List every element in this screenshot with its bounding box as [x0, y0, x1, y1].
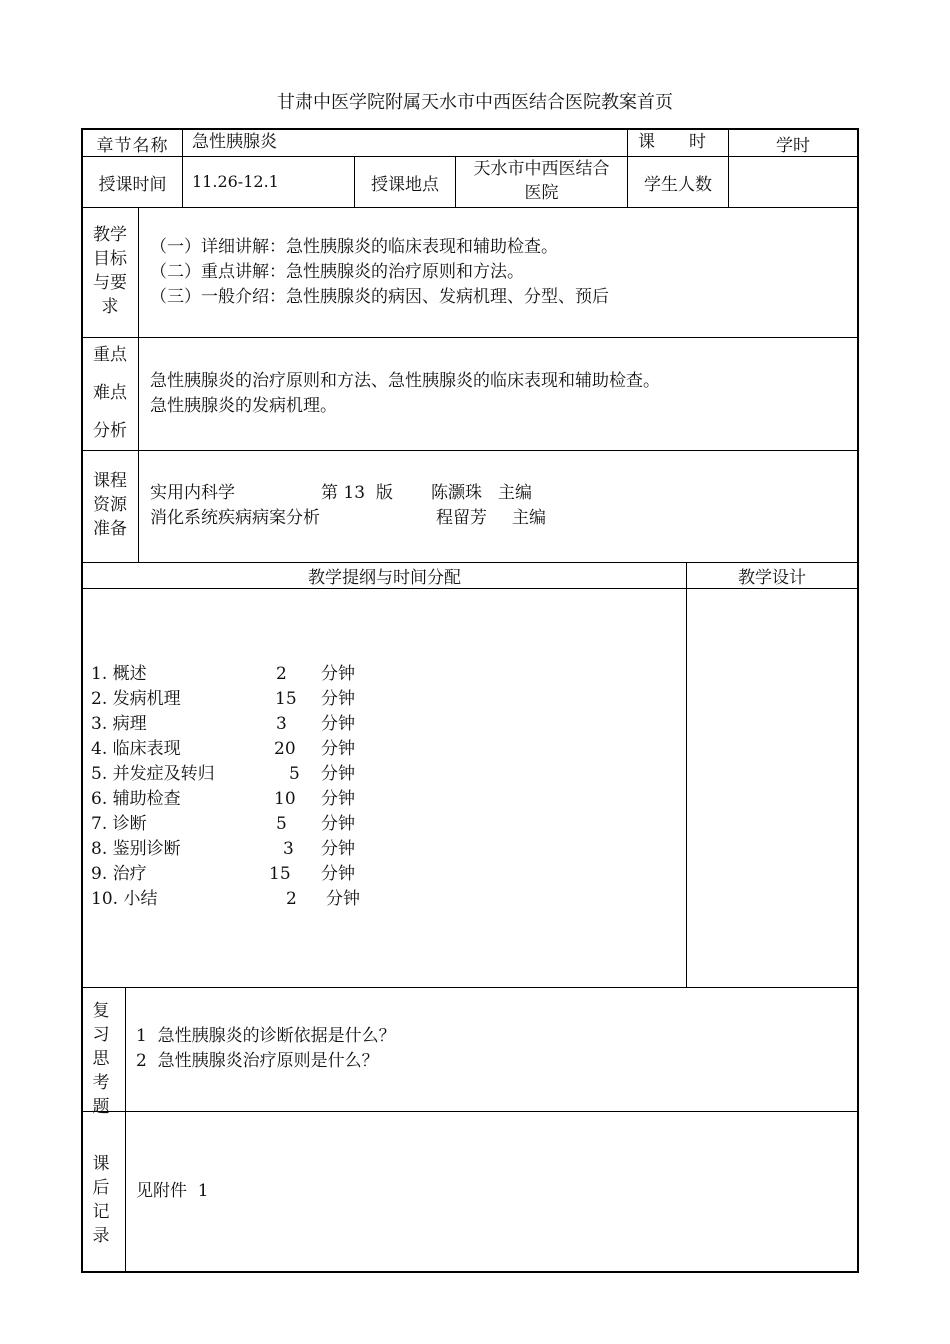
- resource-book: 实用内科学: [150, 483, 235, 503]
- outline-item-unit: 分钟: [326, 889, 360, 909]
- hours-value: 学时: [776, 135, 810, 156]
- resource-author: 程留芳: [436, 508, 487, 528]
- place-value: 天水市中西医结合 医院: [473, 159, 610, 203]
- list-item: （二）重点讲解：急性胰腺炎的治疗原则和方法。: [150, 262, 524, 282]
- page-title: 甘肃中医学院附属天水市中西医结合医院教案首页: [277, 92, 673, 113]
- hours-label: 课 时: [638, 132, 706, 152]
- outline-item-unit: 分钟: [321, 739, 355, 759]
- outline-item-unit: 分钟: [321, 789, 355, 809]
- key-points-label-2: 难点: [93, 383, 127, 403]
- outline-item-unit: 分钟: [321, 814, 355, 834]
- outline-item-name: 5. 并发症及转归: [91, 764, 215, 784]
- outline-item-name: 9. 治疗: [91, 864, 147, 884]
- list-item: （一）详细讲解：急性胰腺炎的临床表现和辅助检查。: [150, 237, 558, 257]
- outline-item-minutes: 2: [286, 889, 297, 909]
- list-item: 1 急性胰腺炎的诊断依据是什么？: [136, 1026, 396, 1046]
- outline-item-unit: 分钟: [321, 714, 355, 734]
- chapter-label: 章节名称: [96, 135, 169, 156]
- outline-item-minutes: 2: [276, 664, 287, 684]
- outline-item-unit: 分钟: [321, 664, 355, 684]
- resource-book: 消化系统疾病病案分析: [150, 508, 320, 528]
- review-label: 复习思考题: [92, 1001, 110, 1117]
- after-class-label: 课后记录: [92, 1154, 110, 1246]
- list-item: 急性胰腺炎的治疗原则和方法、急性胰腺炎的临床表现和辅助检查。: [150, 371, 660, 391]
- key-points-label-3: 分析: [93, 421, 127, 441]
- outline-item-name: 10. 小结: [91, 889, 158, 909]
- students-value: [729, 157, 857, 207]
- after-class-value: 见附件 1: [136, 1181, 209, 1201]
- outline-item-minutes: 5: [289, 764, 300, 784]
- chapter-value: 急性胰腺炎: [192, 132, 277, 152]
- time-label: 授课时间: [98, 174, 167, 195]
- outline-item-name: 8. 鉴别诊断: [91, 839, 181, 859]
- outline-item-minutes: 3: [276, 714, 287, 734]
- outline-header: 教学提纲与时间分配: [308, 568, 461, 588]
- outline-item-minutes: 20: [274, 739, 296, 759]
- resource-author: 陈灏珠: [431, 483, 482, 503]
- time-value: 11.26-12.1: [192, 172, 279, 191]
- outline-item-unit: 分钟: [321, 689, 355, 709]
- outline-item-unit: 分钟: [321, 839, 355, 859]
- resource-role: 主编: [512, 508, 546, 528]
- outline-item-minutes: 3: [283, 839, 294, 859]
- outline-item-name: 6. 辅助检查: [91, 789, 181, 809]
- outline-item-name: 7. 诊断: [91, 814, 147, 834]
- place-label: 授课地点: [371, 174, 439, 195]
- goals-label: 教学目标与要求: [93, 225, 127, 317]
- outline-item-minutes: 10: [274, 789, 296, 809]
- resource-role: 主编: [498, 483, 532, 503]
- outline-item-minutes: 15: [275, 689, 297, 709]
- students-label: 学生人数: [644, 174, 712, 195]
- outline-item-unit: 分钟: [321, 864, 355, 884]
- key-points-label-1: 重点: [93, 345, 127, 365]
- outline-item-name: 4. 临床表现: [91, 739, 181, 759]
- outline-item-name: 3. 病理: [91, 714, 147, 734]
- outline-item-unit: 分钟: [321, 764, 355, 784]
- outline-item-name: 2. 发病机理: [91, 689, 181, 709]
- design-header: 教学设计: [738, 568, 806, 588]
- list-item: （三）一般介绍：急性胰腺炎的病因、发病机理、分型、预后: [150, 287, 609, 307]
- resource-edition: 第 13 版: [321, 483, 393, 503]
- outline-item-minutes: 5: [276, 814, 287, 834]
- outline-item-name: 1. 概述: [91, 664, 147, 684]
- list-item: 急性胰腺炎的发病机理。: [150, 396, 337, 416]
- list-item: 2 急性胰腺炎治疗原则是什么？: [136, 1051, 379, 1071]
- resources-label: 课程资源准备: [93, 471, 127, 539]
- outline-item-minutes: 15: [269, 864, 291, 884]
